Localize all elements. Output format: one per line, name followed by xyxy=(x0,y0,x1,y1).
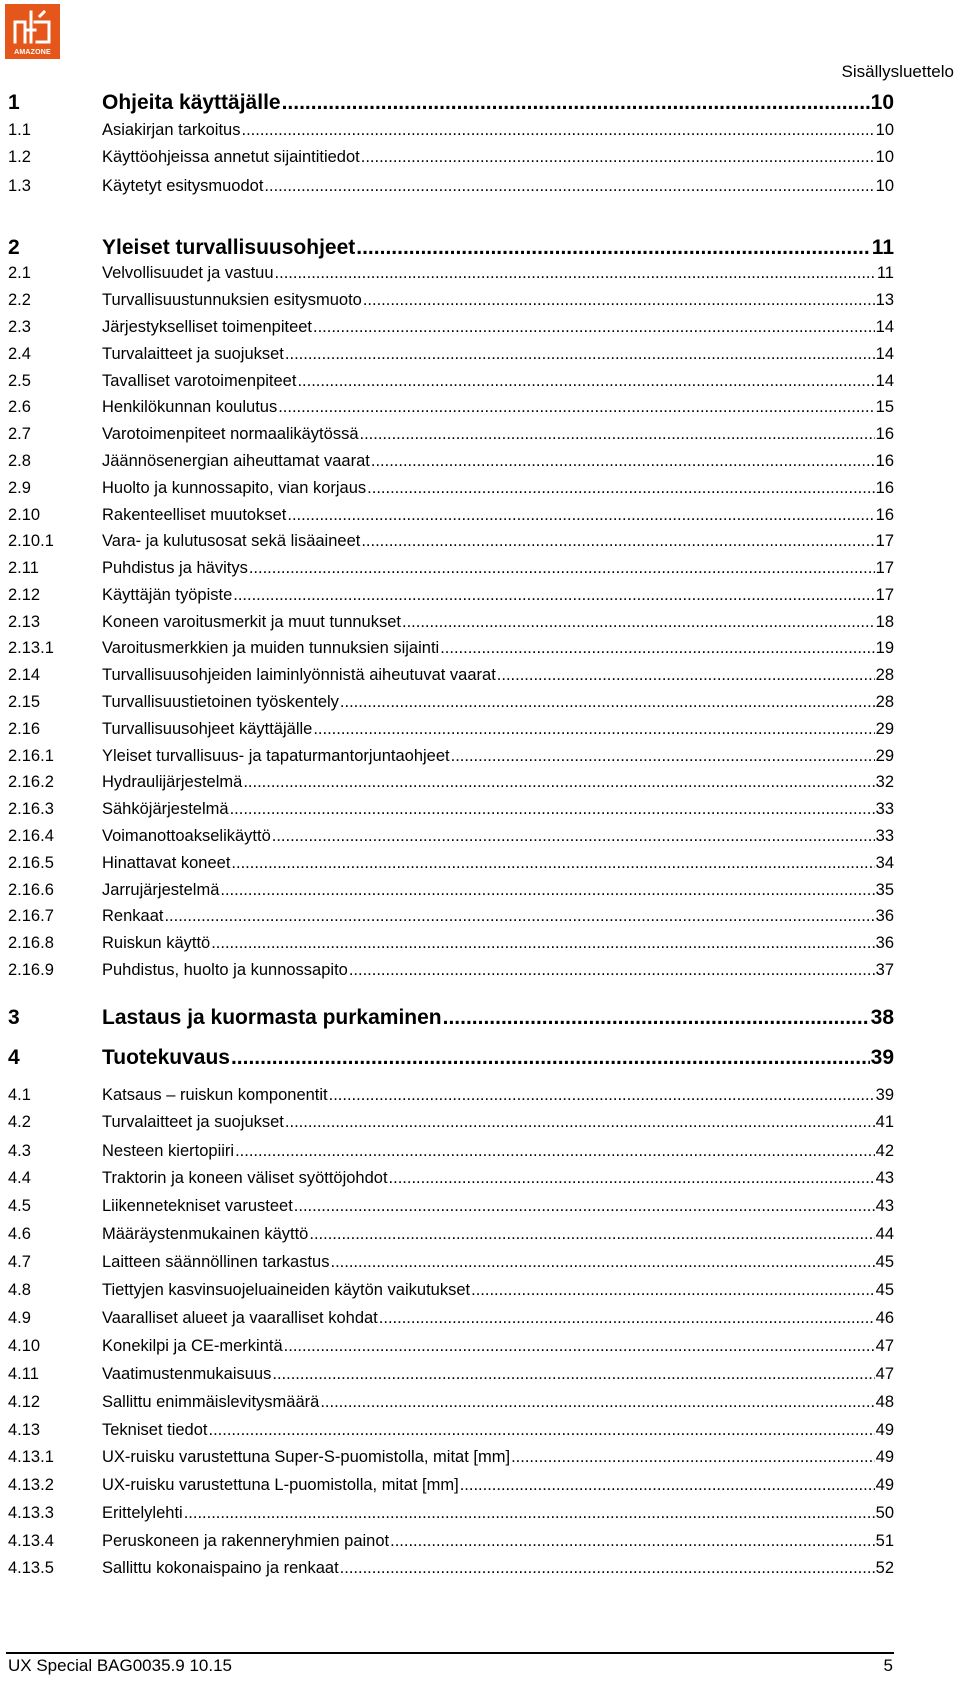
toc-dot-leader xyxy=(211,933,874,953)
toc-entry-number: 3 xyxy=(8,1006,20,1029)
toc-entry-title: Hydraulijärjestelmä xyxy=(102,773,243,791)
toc-dot-leader xyxy=(320,1392,874,1412)
toc-dot-leader xyxy=(231,1046,870,1070)
toc-entry[interactable] xyxy=(8,638,894,658)
toc-entry[interactable] xyxy=(8,772,894,792)
toc-entry-page: 10 xyxy=(875,121,894,139)
toc-dot-leader xyxy=(331,1252,875,1272)
toc-entry-title: Turvallisuustunnuksien esitysmuoto xyxy=(102,291,362,309)
toc-entry-title: Ruiskun käyttö xyxy=(102,934,211,952)
toc-dot-leader xyxy=(313,719,874,739)
toc-entry-number: 4.13.5 xyxy=(8,1559,54,1577)
toc-entry-page: 18 xyxy=(875,613,894,631)
toc-dot-leader xyxy=(272,826,875,846)
toc-entry-page: 49 xyxy=(875,1421,894,1439)
toc-entry-title: Lastaus ja kuormasta purkaminen xyxy=(102,1006,442,1029)
toc-entry-page: 38 xyxy=(870,1006,894,1029)
toc-entry[interactable] xyxy=(8,1112,894,1132)
toc-entry-number: 1.3 xyxy=(8,177,31,195)
toc-entry[interactable] xyxy=(8,719,894,739)
toc-entry-title: Puhdistus ja hävitys xyxy=(102,559,248,577)
toc-entry-title: Konekilpi ja CE-merkintä xyxy=(102,1337,283,1355)
logo-mark-icon xyxy=(11,8,54,46)
toc-entry[interactable] xyxy=(8,1308,894,1328)
toc-entry-number: 4.9 xyxy=(8,1309,31,1327)
toc-entry-page: 37 xyxy=(875,961,894,979)
toc-entry[interactable] xyxy=(8,505,894,525)
toc-dot-leader xyxy=(497,665,875,685)
toc-entry-page: 10 xyxy=(870,91,894,114)
toc-entry-page: 44 xyxy=(875,1225,894,1243)
toc-entry-page: 13 xyxy=(875,291,894,309)
toc-entry[interactable] xyxy=(8,799,894,819)
toc-dot-leader xyxy=(363,290,875,310)
toc-entry[interactable] xyxy=(8,933,894,953)
toc-entry-number: 2.16 xyxy=(8,720,41,738)
toc-entry-page: 17 xyxy=(875,586,894,604)
toc-entry-title: Huolto ja kunnossapito, vian korjaus xyxy=(102,479,367,497)
toc-entry-number: 4 xyxy=(8,1046,20,1069)
toc-entry-title: Turvallisuusohjeet käyttäjälle xyxy=(102,720,313,738)
toc-entry-number: 2.16.8 xyxy=(8,934,54,952)
toc-entry-page: 16 xyxy=(875,425,894,443)
toc-entry[interactable] xyxy=(8,746,894,766)
toc-entry-page: 16 xyxy=(875,479,894,497)
toc-dot-leader xyxy=(275,263,876,283)
toc-entry[interactable] xyxy=(8,1085,894,1105)
toc-dot-leader xyxy=(285,1112,875,1132)
toc-dot-leader xyxy=(278,397,874,417)
toc-entry-page: 43 xyxy=(875,1169,894,1187)
toc-entry-title: Yleiset turvallisuusohjeet xyxy=(102,236,356,259)
toc-entry-number: 1.1 xyxy=(8,121,31,139)
toc-entry[interactable] xyxy=(8,236,894,260)
toc-entry-number: 2.8 xyxy=(8,452,31,470)
toc-dot-leader xyxy=(272,1364,874,1384)
toc-entry-title: Varoitusmerkkien ja muiden tunnuksien sijainti xyxy=(102,639,440,657)
toc-dot-leader xyxy=(243,772,874,792)
toc-entry-number: 4.4 xyxy=(8,1169,31,1187)
toc-entry-title: Määräystenmukainen käyttö xyxy=(102,1225,309,1243)
toc-dot-leader xyxy=(235,1141,875,1161)
toc-entry[interactable] xyxy=(8,906,894,926)
toc-entry-number: 4.13.1 xyxy=(8,1448,54,1466)
toc-entry-page: 51 xyxy=(875,1532,894,1550)
toc-dot-leader xyxy=(440,638,874,658)
toc-entry-title: Katsaus – ruiskun komponentit xyxy=(102,1086,328,1104)
toc-entry-page: 47 xyxy=(875,1337,894,1355)
toc-dot-leader xyxy=(361,531,874,551)
toc-entry-page: 16 xyxy=(875,452,894,470)
toc-entry[interactable] xyxy=(8,531,894,551)
toc-dot-leader xyxy=(313,317,875,337)
toc-entry-number: 1.2 xyxy=(8,148,31,166)
toc-entry-title: Tiettyjen kasvinsuojeluaineiden käytön vaikutukset xyxy=(102,1281,471,1299)
toc-entry-number: 2.16.6 xyxy=(8,881,54,899)
toc-entry-page: 48 xyxy=(875,1393,894,1411)
toc-entry[interactable] xyxy=(8,1196,894,1216)
toc-entry-number: 4.13 xyxy=(8,1421,41,1439)
toc-entry-number: 4.3 xyxy=(8,1142,31,1160)
toc-entry[interactable] xyxy=(8,371,894,391)
toc-entry-title: Tuotekuvaus xyxy=(102,1046,230,1069)
toc-entry-page: 28 xyxy=(875,693,894,711)
toc-entry-title: Käyttäjän työpiste xyxy=(102,586,233,604)
toc-entry[interactable] xyxy=(8,176,894,196)
toc-entry-number: 4.12 xyxy=(8,1393,41,1411)
toc-entry[interactable] xyxy=(8,1141,894,1161)
toc-entry-page: 52 xyxy=(875,1559,894,1577)
toc-entry[interactable] xyxy=(8,960,894,980)
toc-dot-leader xyxy=(471,1280,875,1300)
toc-entry-page: 43 xyxy=(875,1197,894,1215)
toc-entry-number: 2.4 xyxy=(8,345,31,363)
toc-entry[interactable] xyxy=(8,665,894,685)
toc-entry-number: 2.13 xyxy=(8,613,41,631)
toc-entry[interactable] xyxy=(8,853,894,873)
toc-entry-page: 45 xyxy=(875,1253,894,1271)
toc-entry-title: Rakenteelliset muutokset xyxy=(102,506,287,524)
toc-entry-page: 42 xyxy=(875,1142,894,1160)
toc-entry-page: 14 xyxy=(875,318,894,336)
toc-dot-leader xyxy=(443,1006,870,1030)
toc-entry-number: 1 xyxy=(8,91,20,114)
toc-dot-leader xyxy=(220,880,874,900)
toc-entry[interactable] xyxy=(8,1006,894,1030)
toc-entry-title: Traktorin ja koneen väliset syöttöjohdot xyxy=(102,1169,388,1187)
toc-entry-number: 2.16.5 xyxy=(8,854,54,872)
toc-entry-title: Tekniset tiedot xyxy=(102,1421,208,1439)
footer-divider xyxy=(6,1652,894,1654)
toc-entry-title: Puhdistus, huolto ja kunnossapito xyxy=(102,961,348,979)
toc-entry-number: 2.13.1 xyxy=(8,639,54,657)
toc-entry-number: 4.2 xyxy=(8,1113,31,1131)
toc-entry-title: Tavalliset varotoimenpiteet xyxy=(102,372,297,390)
toc-dot-leader xyxy=(349,960,875,980)
toc-entry-page: 35 xyxy=(875,881,894,899)
toc-entry-number: 2.10 xyxy=(8,506,41,524)
toc-entry-title: UX-ruisku varustettuna L-puomistolla, mitat [mm] xyxy=(102,1476,459,1494)
toc-entry[interactable] xyxy=(8,612,894,632)
toc-entry[interactable] xyxy=(8,1558,894,1578)
toc-entry-title: Henkilökunnan koulutus xyxy=(102,398,278,416)
toc-entry-number: 4.1 xyxy=(8,1086,31,1104)
toc-entry-number: 2.16.9 xyxy=(8,961,54,979)
toc-entry-number: 2.16.7 xyxy=(8,907,54,925)
toc-dot-leader xyxy=(309,1224,874,1244)
brand-name: AMAZONE xyxy=(14,49,51,56)
toc-entry-title: Asiakirjan tarkoitus xyxy=(102,121,241,139)
toc-entry-number: 2.11 xyxy=(8,559,39,577)
toc-dot-leader xyxy=(451,746,875,766)
toc-entry[interactable] xyxy=(8,91,894,115)
toc-entry-title: Turvallisuusohjeiden laiminlyönnistä aiheutuvat vaarat xyxy=(102,666,496,684)
toc-entry[interactable] xyxy=(8,1280,894,1300)
toc-entry-number: 4.6 xyxy=(8,1225,31,1243)
toc-dot-leader xyxy=(285,344,875,364)
toc-entry-title: Vara- ja kulutusosat sekä lisäaineet xyxy=(102,532,361,550)
toc-entry-page: 33 xyxy=(875,827,894,845)
toc-entry-title: Jarrujärjestelmä xyxy=(102,881,220,899)
toc-entry-title: Velvollisuudet ja vastuu xyxy=(102,264,274,282)
toc-entry-title: Koneen varoitusmerkit ja muut tunnukset xyxy=(102,613,401,631)
toc-entry-number: 4.13.4 xyxy=(8,1532,54,1550)
toc-entry-number: 2.16.3 xyxy=(8,800,54,818)
toc-entry-title: Käyttöohjeissa annetut sijaintitiedot xyxy=(102,148,360,166)
toc-entry-title: Käytetyt esitysmuodot xyxy=(102,177,264,195)
toc-entry-page: 34 xyxy=(875,854,894,872)
toc-entry-page: 29 xyxy=(875,747,894,765)
toc-entry[interactable] xyxy=(8,1475,894,1495)
toc-dot-leader xyxy=(367,478,874,498)
toc-entry-page: 28 xyxy=(875,666,894,684)
toc-entry-title: Turvalaitteet ja suojukset xyxy=(102,1113,284,1131)
toc-entry-number: 2.7 xyxy=(8,425,31,443)
toc-entry-page: 50 xyxy=(875,1504,894,1522)
toc-entry[interactable] xyxy=(8,1531,894,1551)
toc-entry-page: 11 xyxy=(876,264,894,282)
toc-entry-title: Sallittu kokonaispaino ja renkaat xyxy=(102,1559,339,1577)
toc-entry-number: 4.10 xyxy=(8,1337,41,1355)
toc-entry-number: 4.8 xyxy=(8,1281,31,1299)
toc-dot-leader xyxy=(379,1308,875,1328)
toc-entry-number: 2.15 xyxy=(8,693,41,711)
toc-dot-leader xyxy=(389,1168,875,1188)
toc-dot-leader xyxy=(249,558,875,578)
toc-entry-title: Sallittu enimmäislevitysmäärä xyxy=(102,1393,320,1411)
toc-entry-page: 47 xyxy=(875,1365,894,1383)
toc-entry-title: Järjestykselliset toimenpiteet xyxy=(102,318,313,336)
toc-entry-number: 2.10.1 xyxy=(8,532,54,550)
toc-dot-leader xyxy=(297,371,874,391)
toc-entry-page: 29 xyxy=(875,720,894,738)
toc-entry-page: 49 xyxy=(875,1476,894,1494)
toc-entry[interactable] xyxy=(8,317,894,337)
toc-entry-title: Ohjeita käyttäjälle xyxy=(102,91,281,114)
toc-entry-number: 4.11 xyxy=(8,1365,39,1383)
toc-entry-number: 2.5 xyxy=(8,372,31,390)
toc-entry-page: 15 xyxy=(875,398,894,416)
toc-entry-title: Sähköjärjestelmä xyxy=(102,800,229,818)
toc-entry[interactable] xyxy=(8,585,894,605)
toc-dot-leader xyxy=(284,1336,875,1356)
toc-entry[interactable] xyxy=(8,290,894,310)
toc-entry[interactable] xyxy=(8,880,894,900)
toc-entry-number: 2.2 xyxy=(8,291,31,309)
toc-entry-number: 2.14 xyxy=(8,666,41,684)
toc-dot-leader xyxy=(233,585,874,605)
toc-entry-number: 4.13.2 xyxy=(8,1476,54,1494)
toc-entry-title: Nesteen kiertopiiri xyxy=(102,1142,235,1160)
toc-entry-page: 16 xyxy=(875,506,894,524)
toc-entry[interactable] xyxy=(8,263,894,283)
toc-dot-leader xyxy=(340,1558,875,1578)
toc-entry[interactable] xyxy=(8,1447,894,1467)
toc-entry-page: 19 xyxy=(875,639,894,657)
toc-dot-leader xyxy=(282,91,870,115)
toc-entry-number: 2.6 xyxy=(8,398,31,416)
toc-entry-page: 41 xyxy=(875,1113,894,1131)
toc-entry[interactable] xyxy=(8,826,894,846)
toc-entry[interactable] xyxy=(8,451,894,471)
toc-entry[interactable] xyxy=(8,1420,894,1440)
toc-entry-number: 2.16.2 xyxy=(8,773,54,791)
toc-entry-page: 11 xyxy=(871,236,894,259)
toc-dot-leader xyxy=(294,1196,875,1216)
toc-dot-leader xyxy=(164,906,874,926)
toc-entry-title: Laitteen säännöllinen tarkastus xyxy=(102,1253,330,1271)
toc-entry-page: 49 xyxy=(875,1448,894,1466)
toc-entry-page: 17 xyxy=(875,559,894,577)
toc-entry-page: 33 xyxy=(875,800,894,818)
toc-entry-title: Renkaat xyxy=(102,907,164,925)
toc-entry[interactable] xyxy=(8,1046,894,1070)
toc-entry-title: Varotoimenpiteet normaalikäytössä xyxy=(102,425,359,443)
footer-doc-id: UX Special BAG0035.9 10.15 xyxy=(8,1656,232,1675)
toc-entry-page: 36 xyxy=(875,907,894,925)
toc-entry-page: 39 xyxy=(870,1046,894,1069)
toc-entry-page: 14 xyxy=(875,345,894,363)
toc-dot-leader xyxy=(329,1085,875,1105)
toc-dot-leader xyxy=(390,1531,875,1551)
toc-dot-leader xyxy=(361,147,875,167)
toc-entry-number: 4.13.3 xyxy=(8,1504,54,1522)
toc-entry-number: 2.12 xyxy=(8,586,41,604)
toc-entry[interactable] xyxy=(8,1252,894,1272)
toc-entry[interactable] xyxy=(8,1224,894,1244)
toc-entry-title: Peruskoneen ja rakenneryhmien painot xyxy=(102,1532,390,1550)
toc-entry[interactable] xyxy=(8,1364,894,1384)
toc-dot-leader xyxy=(287,505,874,525)
toc-dot-leader xyxy=(402,612,875,632)
toc-dot-leader xyxy=(356,236,871,260)
toc-entry[interactable] xyxy=(8,1336,894,1356)
toc-entry-title: Hinattavat koneet xyxy=(102,854,231,872)
toc-entry-title: Turvalaitteet ja suojukset xyxy=(102,345,284,363)
toc-entry-number: 2.3 xyxy=(8,318,31,336)
toc-entry-title: Jäännösenergian aiheuttamat vaarat xyxy=(102,452,370,470)
toc-entry-page: 36 xyxy=(875,934,894,952)
toc-dot-leader xyxy=(184,1503,875,1523)
toc-entry-title: Turvallisuustietoinen työskentely xyxy=(102,693,339,711)
toc-dot-leader xyxy=(360,424,875,444)
toc-entry-title: Voimanottoakselikäyttö xyxy=(102,827,271,845)
toc-entry[interactable] xyxy=(8,1503,894,1523)
toc-dot-leader xyxy=(460,1475,875,1495)
toc-entry-number: 4.7 xyxy=(8,1253,31,1271)
toc-dot-leader xyxy=(241,120,874,140)
toc-entry[interactable] xyxy=(8,424,894,444)
toc-dot-leader xyxy=(371,451,875,471)
toc-entry[interactable] xyxy=(8,397,894,417)
toc-entry-number: 2.16.4 xyxy=(8,827,54,845)
toc-entry-page: 14 xyxy=(875,372,894,390)
toc-entry-page: 46 xyxy=(875,1309,894,1327)
toc-entry-title: UX-ruisku varustettuna Super-S-puomistolla, mitat [mm] xyxy=(102,1448,511,1466)
toc-entry-number: 2 xyxy=(8,236,20,259)
section-label: Sisällysluettelo xyxy=(841,62,954,81)
toc-entry[interactable] xyxy=(8,344,894,364)
toc-dot-leader xyxy=(208,1420,874,1440)
toc-entry-page: 17 xyxy=(875,532,894,550)
toc-entry-page: 10 xyxy=(875,177,894,195)
toc-entry-number: 2.9 xyxy=(8,479,31,497)
toc-entry-title: Vaaralliset alueet ja vaaralliset kohdat xyxy=(102,1309,378,1327)
toc-entry-title: Yleiset turvallisuus- ja tapaturmantorjuntaohjeet xyxy=(102,747,450,765)
toc-entry[interactable] xyxy=(8,120,894,140)
toc-entry-title: Vaatimustenmukaisuus xyxy=(102,1365,272,1383)
toc-dot-leader xyxy=(511,1447,875,1467)
toc-entry-page: 45 xyxy=(875,1281,894,1299)
toc-entry[interactable] xyxy=(8,692,894,712)
toc-entry[interactable] xyxy=(8,147,894,167)
toc-entry-page: 32 xyxy=(875,773,894,791)
toc-entry-page: 10 xyxy=(875,148,894,166)
toc-dot-leader xyxy=(231,853,874,873)
toc-entry-number: 4.5 xyxy=(8,1197,31,1215)
toc-dot-leader xyxy=(264,176,874,196)
toc-entry[interactable] xyxy=(8,478,894,498)
toc-entry[interactable] xyxy=(8,1392,894,1412)
toc-entry-title: Erittelylehti xyxy=(102,1504,183,1522)
footer-page-number: 5 xyxy=(883,1656,893,1675)
toc-entry-page: 39 xyxy=(875,1086,894,1104)
toc-entry-number: 2.1 xyxy=(8,264,31,282)
toc-entry-number: 2.16.1 xyxy=(8,747,54,765)
toc-entry[interactable] xyxy=(8,1168,894,1188)
toc-entry-title: Liikennetekniset varusteet xyxy=(102,1197,293,1215)
toc-dot-leader xyxy=(340,692,875,712)
amazone-logo xyxy=(5,4,60,59)
toc-dot-leader xyxy=(230,799,875,819)
toc-entry[interactable] xyxy=(8,558,894,578)
